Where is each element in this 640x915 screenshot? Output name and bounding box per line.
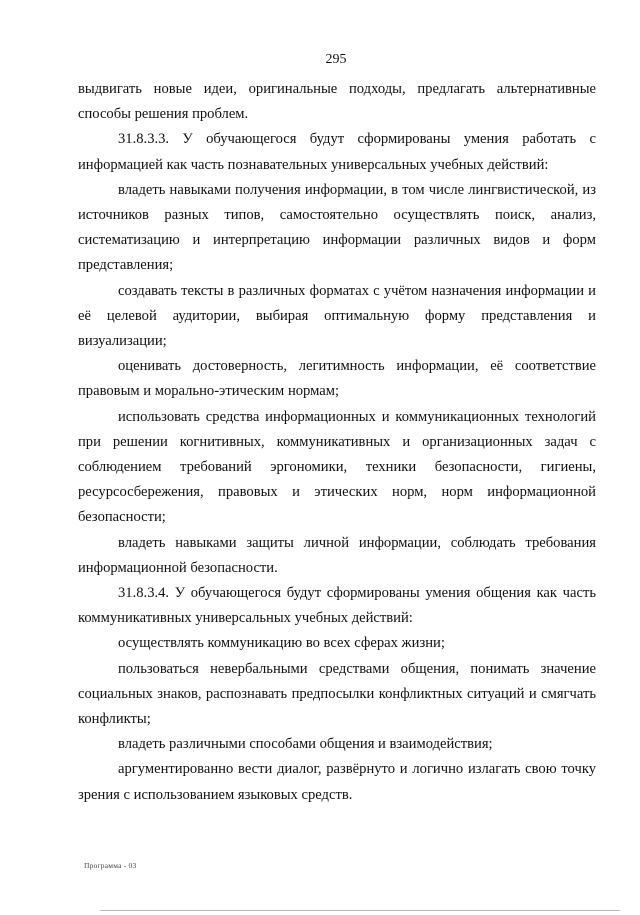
scan-edge-line [100, 910, 620, 911]
paragraph-interaction-methods: владеть различными способами общения и взаимодействия; [118, 736, 493, 753]
paragraph-nonverbal: пользоваться невербальными средствами общения, понимать значение социальных знаков, распознавать предпосылки конфликтных ситуаций и смягчать конфликты; [78, 660, 596, 728]
paragraph-info-skills: владеть навыками получения информации, в том числе лингвистической, из источников разных типов, самостоятельно осуществлять поиск, анализ, систематизацию и интерпретацию информации различных видов и форм представления; [78, 181, 596, 274]
body-text [78, 77, 596, 808]
paragraph-communication: осуществлять коммуникацию во всех сферах жизни; [118, 635, 445, 652]
page-number: 295 [325, 52, 347, 67]
paragraph-create-texts: создавать тексты в различных форматах с учётом назначения информации и её целевой аудитории, выбирая оптимальную форму представления и визуализации; [78, 282, 596, 350]
paragraph-evaluate-info: оценивать достоверность, легитимность информации, её соответствие правовым и морально-этическим нормам; [78, 358, 596, 400]
paragraph-data-protection: владеть навыками защиты личной информации, соблюдать требования информационной безопасности. [78, 534, 596, 576]
paragraph-ict-use: использовать средства информационных и коммуникационных технологий при решении когнитивных, коммуникативных и организационных задач с соблюдением требований эргономики, техники безопасности, гигиены, ресурсосбережения, правовых и этических норм, норм информационной безопасности; [78, 408, 596, 526]
paragraph-continuation: выдвигать новые идеи, оригинальные подходы, предлагать альтернативные способы решения проблем. [78, 81, 596, 123]
paragraph-dialogue: аргументированно вести диалог, развёрнуто и логично излагать свою точку зрения с использованием языковых средств. [78, 761, 596, 803]
paragraph-section-31-8-3-3: 31.8.3.3. У обучающегося будут сформированы умения работать с информацией как часть познавательных универсальных учебных действий: [78, 131, 596, 173]
paragraph-section-31-8-3-4: 31.8.3.4. У обучающегося будут сформированы умения общения как часть коммуникативных универсальных учебных действий: [78, 585, 596, 627]
footer-label: Программа - 03 [84, 861, 137, 870]
